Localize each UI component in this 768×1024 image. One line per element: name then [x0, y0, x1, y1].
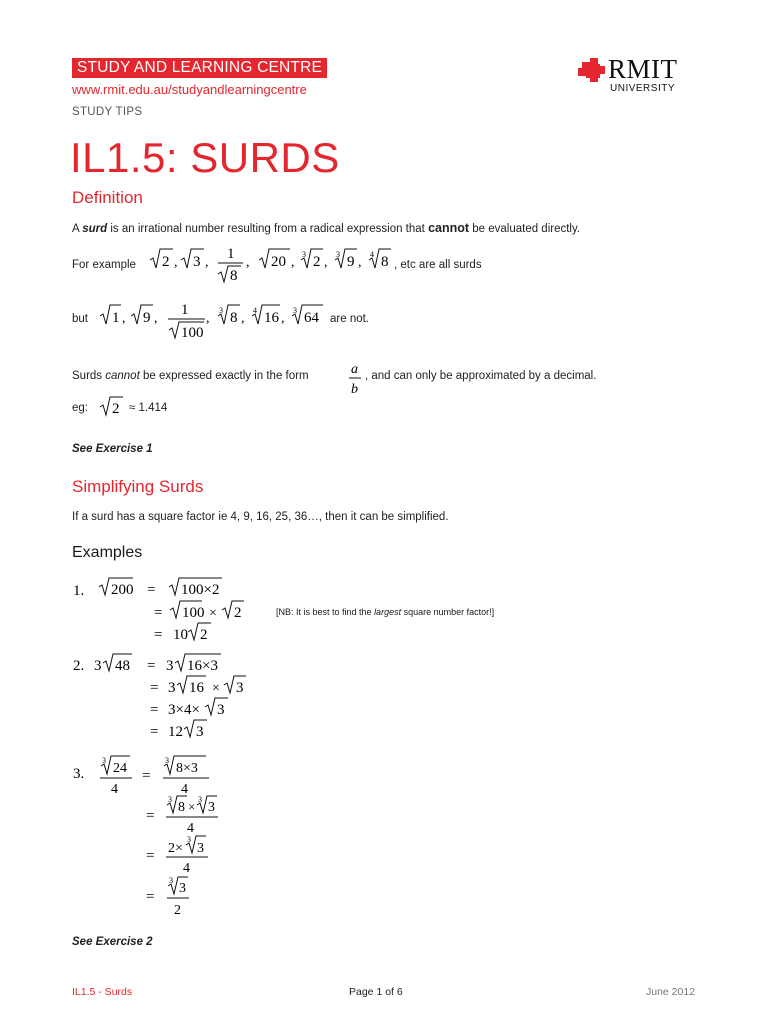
footer-page: Page 1 of 6 — [349, 986, 403, 998]
svg-text:8: 8 — [230, 268, 238, 284]
svg-text:2: 2 — [234, 605, 242, 621]
svg-text:4: 4 — [370, 250, 374, 259]
svg-text:=: = — [150, 680, 159, 696]
svg-text:16: 16 — [264, 310, 279, 326]
svg-text:3: 3 — [168, 680, 176, 696]
nb-b: square number factor!] — [403, 607, 495, 617]
svg-text:,: , — [291, 255, 295, 270]
svg-text:=: = — [154, 627, 163, 643]
svg-text:,: , — [154, 311, 158, 326]
logo-word: RMIT — [608, 54, 678, 84]
header-url[interactable]: www.rmit.edu.au/studyandlearningcentre — [72, 82, 307, 97]
see-exercise-1-link[interactable]: See Exercise 1 — [72, 443, 153, 455]
svg-text:9: 9 — [347, 254, 355, 270]
svg-text:3: 3 — [169, 876, 173, 885]
text-c: be evaluated directly. — [472, 223, 581, 235]
surds-tail: , etc are all surds — [394, 259, 482, 271]
svg-text:2×: 2× — [168, 841, 183, 856]
simplifying-text: If a surd has a square factor ie 4, 9, 16, 25, 36…, then it can be simplified. — [72, 511, 449, 523]
svg-text:1: 1 — [227, 246, 235, 262]
surd-examples-math — [145, 240, 405, 290]
svg-text:2: 2 — [162, 254, 170, 270]
form-b: be expressed exactly in the form — [142, 370, 309, 382]
example-1-math — [70, 575, 270, 645]
eg-label: eg: — [72, 402, 88, 414]
svg-text:2.: 2. — [73, 658, 85, 674]
svg-text:3: 3 — [302, 250, 306, 259]
svg-text:3: 3 — [94, 658, 102, 674]
svg-text:2: 2 — [313, 254, 321, 270]
example-2-math — [70, 650, 270, 742]
svg-text:a: a — [351, 362, 358, 377]
svg-text:3: 3 — [336, 250, 340, 259]
svg-text:4: 4 — [183, 861, 190, 876]
examples-heading: Examples — [72, 544, 143, 561]
svg-text:1: 1 — [181, 302, 189, 318]
svg-text:=: = — [150, 702, 159, 718]
svg-text:8×3: 8×3 — [176, 761, 198, 776]
svg-text:3: 3 — [179, 881, 186, 896]
svg-text:3: 3 — [208, 800, 215, 815]
svg-text:64: 64 — [304, 310, 319, 326]
svg-text:2: 2 — [200, 627, 208, 643]
svg-text:2: 2 — [174, 903, 181, 918]
but-label: but — [72, 313, 88, 325]
sqrt2-math — [97, 392, 127, 420]
svg-text:1: 1 — [112, 310, 120, 326]
svg-text:8: 8 — [178, 800, 185, 815]
svg-text:,: , — [205, 255, 209, 270]
definition-text — [72, 221, 580, 235]
svg-text:4: 4 — [181, 782, 188, 797]
svg-text:4: 4 — [187, 821, 194, 836]
svg-text:=: = — [150, 724, 159, 740]
svg-text:3: 3 — [198, 795, 202, 804]
svg-text:3: 3 — [102, 756, 106, 765]
svg-text:3: 3 — [187, 835, 191, 844]
svg-text:=: = — [142, 768, 151, 784]
svg-text:3: 3 — [219, 306, 223, 315]
header-banner: STUDY AND LEARNING CENTRE — [72, 58, 327, 78]
svg-text:100×2: 100×2 — [181, 582, 220, 598]
for-example-label: For example — [72, 259, 136, 271]
svg-text:3: 3 — [236, 680, 244, 696]
text-b: is an irrational number resulting from a radical expression that — [110, 223, 425, 235]
svg-text:8: 8 — [230, 310, 238, 326]
nb-largest: largest — [374, 607, 402, 617]
svg-text:2: 2 — [112, 401, 120, 417]
svg-text:3: 3 — [168, 795, 172, 804]
term-surd: surd — [82, 223, 108, 235]
svg-text:×: × — [212, 681, 220, 696]
simplifying-heading: Simplifying Surds — [72, 477, 204, 496]
svg-text:200: 200 — [111, 582, 134, 598]
svg-text:24: 24 — [113, 761, 127, 776]
svg-text:=: = — [147, 582, 156, 598]
svg-text:×: × — [188, 799, 196, 814]
svg-text:,: , — [281, 311, 285, 326]
svg-text:=: = — [146, 808, 155, 824]
form-text — [72, 370, 309, 382]
nb-a: [NB: It is best to find the — [276, 607, 372, 617]
term-cannot: cannot — [428, 221, 470, 235]
svg-text:48: 48 — [115, 658, 130, 674]
svg-text:1.: 1. — [73, 583, 85, 599]
svg-text:,: , — [358, 255, 362, 270]
see-exercise-2-link[interactable]: See Exercise 2 — [72, 936, 153, 948]
rmit-logo — [578, 56, 698, 98]
svg-text:9: 9 — [143, 310, 151, 326]
svg-text:3: 3 — [197, 841, 204, 856]
section-label: STUDY TIPS — [72, 106, 143, 118]
svg-text:4: 4 — [111, 782, 118, 797]
non-surd-examples-math — [95, 294, 335, 344]
page-title: IL1.5: SURDS — [70, 134, 340, 181]
svg-text:3: 3 — [193, 254, 201, 270]
not-tail: are not. — [330, 313, 369, 325]
svg-text:,: , — [206, 311, 210, 326]
footer-left: IL1.5 - Surds — [72, 986, 133, 998]
example-3-math — [70, 750, 270, 922]
svg-text:20: 20 — [271, 254, 286, 270]
svg-text:=: = — [146, 848, 155, 864]
svg-text:12: 12 — [168, 724, 183, 740]
svg-text:16: 16 — [189, 680, 204, 696]
form-tail: , and can only be approximated by a decimal. — [365, 370, 597, 382]
svg-text:3: 3 — [293, 306, 297, 315]
svg-text:,: , — [246, 255, 250, 270]
svg-text:16×3: 16×3 — [187, 658, 218, 674]
nb-note — [276, 607, 494, 617]
svg-text:3×4×: 3×4× — [168, 702, 200, 718]
footer-date: June 2012 — [646, 986, 696, 998]
svg-text:=: = — [146, 889, 155, 905]
fraction-a-over-b-math — [346, 358, 366, 400]
svg-text:,: , — [241, 311, 245, 326]
text-a: A — [72, 223, 80, 235]
svg-text:,: , — [122, 311, 126, 326]
svg-text:4: 4 — [253, 306, 257, 315]
definition-heading: Definition — [72, 188, 143, 207]
svg-text:3: 3 — [166, 658, 174, 674]
svg-text:=: = — [147, 658, 156, 674]
svg-text:3.: 3. — [73, 766, 85, 782]
svg-text:=: = — [154, 605, 163, 621]
svg-text:,: , — [174, 255, 178, 270]
form-a: Surds — [72, 370, 103, 382]
svg-text:8: 8 — [381, 254, 389, 270]
logo-sub: UNIVERSITY — [610, 83, 676, 94]
svg-text:b: b — [351, 382, 358, 397]
svg-text:3: 3 — [217, 702, 225, 718]
form-cannot: cannot — [105, 370, 140, 382]
svg-text:100: 100 — [182, 605, 205, 621]
svg-text:3: 3 — [196, 724, 204, 740]
svg-text:,: , — [324, 255, 328, 270]
svg-text:×: × — [209, 606, 217, 621]
svg-text:3: 3 — [165, 756, 169, 765]
eg-value: ≈ 1.414 — [129, 402, 168, 414]
svg-text:10: 10 — [173, 627, 188, 643]
svg-text:100: 100 — [181, 325, 204, 341]
